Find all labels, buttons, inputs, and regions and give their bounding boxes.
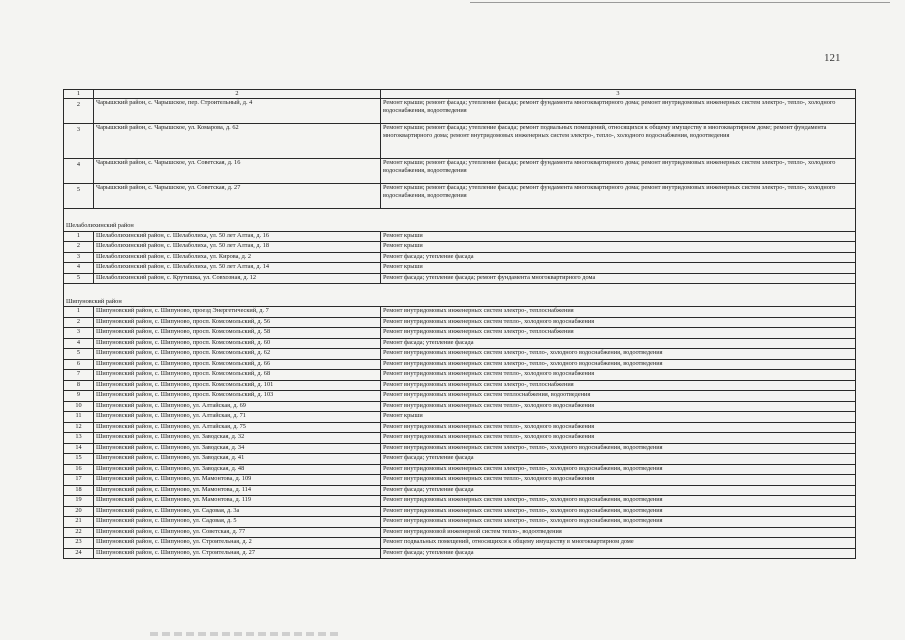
table-row	[64, 391, 856, 402]
row-number: 14	[64, 443, 94, 454]
page-number: 121	[824, 52, 841, 64]
table-row	[64, 273, 856, 284]
row-address: Шипуновский район, с. Шипуново, ул. Строительная, д. 27	[94, 548, 381, 559]
table-row	[64, 475, 856, 486]
row-work: Ремонт крыши	[381, 242, 856, 253]
row-work: Ремонт внутридомовых инженерных систем тепло-, холодного водоснабжения	[381, 422, 856, 433]
row-number: 13	[64, 433, 94, 444]
row-address: Шипуновский район, с. Шипуново, ул. Заводская, д. 32	[94, 433, 381, 444]
row-address: Шелаболихинский район, с. Шелаболиха, ул. 50 лет Алтая, д. 16	[94, 231, 381, 242]
row-number: 7	[64, 370, 94, 381]
table-row	[64, 359, 856, 370]
table-row	[64, 349, 856, 360]
row-address: Чарышский район, с. Чарышское, ул. Советская, д. 27	[94, 183, 381, 208]
scan-artifact	[150, 632, 340, 636]
row-number: 23	[64, 538, 94, 549]
row-number: 4	[64, 338, 94, 349]
row-work: Ремонт внутридомовых инженерных систем электро-, тепло-, холодного водоснабжения, водоотведения	[381, 443, 856, 454]
row-address: Шелаболихинский район, с. Шелаболиха, ул. 50 лет Алтая, д. 18	[94, 242, 381, 253]
table-row	[64, 412, 856, 423]
row-work: Ремонт внутридомовых инженерных систем тепло-, холодного водоснабжения	[381, 370, 856, 381]
row-work: Ремонт внутридомовых инженерных систем тепло-, холодного водоснабжения	[381, 401, 856, 412]
row-address: Шипуновский район, с. Шипуново, проезд Энергетический, д. 7	[94, 307, 381, 318]
row-address: Шипуновский район, с. Шипуново, ул. Мамонтова, д. 114	[94, 485, 381, 496]
row-number: 6	[64, 359, 94, 370]
table-row	[64, 454, 856, 465]
row-number: 2	[64, 317, 94, 328]
row-number: 15	[64, 454, 94, 465]
scan-edge-line	[470, 2, 890, 3]
row-number: 16	[64, 464, 94, 475]
row-work: Ремонт внутридомовых инженерных систем электро-, тепло-, холодного водоснабжения, водоотведения	[381, 464, 856, 475]
table-row	[64, 183, 856, 208]
column-header: 1	[64, 90, 94, 99]
table-row	[64, 517, 856, 528]
table-row	[64, 506, 856, 517]
repair-program-table	[63, 89, 856, 559]
row-work: Ремонт фасада; утепление фасада; ремонт фундамента многоквартирного дома	[381, 273, 856, 284]
row-address: Чарышский район, с. Чарышское, пер. Строительный, д. 4	[94, 98, 381, 123]
section-title: Шелаболихинский район	[64, 219, 856, 232]
row-work: Ремонт подвальных помещений, относящихся к общему имуществу в многоквартирном доме	[381, 538, 856, 549]
row-address: Шипуновский район, с. Шипуново, просп. Комсомольский, д. 66	[94, 359, 381, 370]
row-address: Шипуновский район, с. Шипуново, просп. Комсомольский, д. 56	[94, 317, 381, 328]
row-address: Шелаболихинский район, с. Шелаболиха, ул. 50 лет Алтая, д. 14	[94, 263, 381, 274]
table-row	[64, 443, 856, 454]
row-work: Ремонт крыши; ремонт фасада; утепление фасада; ремонт фундамента многоквартирного дома; ремонт внутридомовых инженерных систем электро-, тепло-, холодного водоснабжения, водоотведения	[381, 183, 856, 208]
row-number: 5	[64, 183, 94, 208]
row-work: Ремонт внутридомовых инженерных систем электро-, тепло-, холодного водоснабжения, водоотведения	[381, 496, 856, 507]
row-address: Шипуновский район, с. Шипуново, просп. Комсомольский, д. 60	[94, 338, 381, 349]
row-address: Шипуновский район, с. Шипуново, ул. Заводская, д. 34	[94, 443, 381, 454]
row-address: Шипуновский район, с. Шипуново, просп. Комсомольский, д. 101	[94, 380, 381, 391]
row-work: Ремонт внутридомовых инженерных систем тепло-, холодного водоснабжения	[381, 475, 856, 486]
row-work: Ремонт внутридомовых инженерных систем электро-, теплоснабжения	[381, 328, 856, 339]
row-address: Шипуновский район, с. Шипуново, ул. Алтайская, д. 75	[94, 422, 381, 433]
row-address: Шелаболихинский район, с. Крутишка, ул. Совхозная, д. 12	[94, 273, 381, 284]
row-address: Шипуновский район, с. Шипуново, ул. Строительная, д. 2	[94, 538, 381, 549]
row-address: Шипуновский район, с. Шипуново, ул. Мамонтова, д. 109	[94, 475, 381, 486]
table-row	[64, 496, 856, 507]
row-work: Ремонт внутридомовых инженерных систем электро-, тепло-, холодного водоснабжения, водоотведения	[381, 517, 856, 528]
row-number: 17	[64, 475, 94, 486]
table-row	[64, 464, 856, 475]
table-row	[64, 380, 856, 391]
table-row	[64, 548, 856, 559]
row-work: Ремонт фасада; утепление фасада	[381, 454, 856, 465]
row-number: 21	[64, 517, 94, 528]
row-address: Шипуновский район, с. Шипуново, ул. Садовая, д. 3а	[94, 506, 381, 517]
row-work: Ремонт крыши	[381, 412, 856, 423]
table-row	[64, 433, 856, 444]
row-address: Шипуновский район, с. Шипуново, ул. Мамонтова, д. 119	[94, 496, 381, 507]
section-header-row	[64, 294, 856, 307]
row-number: 3	[64, 328, 94, 339]
row-address: Шипуновский район, с. Шипуново, просп. Комсомольский, д. 62	[94, 349, 381, 360]
row-work: Ремонт внутридомовых инженерных систем электро-, теплоснабжения	[381, 380, 856, 391]
row-number: 4	[64, 263, 94, 274]
section-spacer	[64, 208, 856, 219]
row-number: 12	[64, 422, 94, 433]
row-number: 3	[64, 252, 94, 263]
row-number: 20	[64, 506, 94, 517]
section-header-row	[64, 219, 856, 232]
row-number: 2	[64, 242, 94, 253]
row-work: Ремонт крыши; ремонт фасада; утепление фасада; ремонт подвальных помещений, относящихся к общему имуществу в многоквартирном доме; ремонт фундамента многоквартирного дома; ремонт внутридомовых инженерных систем электро-, тепло-, холодного водоснабжения, водоотведения	[381, 123, 856, 158]
table-row	[64, 538, 856, 549]
row-number: 8	[64, 380, 94, 391]
table-row	[64, 231, 856, 242]
table-row	[64, 263, 856, 274]
row-address: Шипуновский район, с. Шипуново, просп. Комсомольский, д. 58	[94, 328, 381, 339]
table-row	[64, 123, 856, 158]
row-number: 3	[64, 123, 94, 158]
section-spacer-cell	[64, 284, 856, 295]
row-number: 9	[64, 391, 94, 402]
row-address: Чарышский район, с. Чарышское, ул. Комарова, д. 62	[94, 123, 381, 158]
row-number: 2	[64, 98, 94, 123]
row-work: Ремонт крыши; ремонт фасада; утепление фасада; ремонт фундамента многоквартирного дома; ремонт внутридомовых инженерных систем электро-, тепло-, холодного водоснабжения, водоотведения	[381, 158, 856, 183]
row-address: Шипуновский район, с. Шипуново, ул. Советская, д. 77	[94, 527, 381, 538]
row-number: 18	[64, 485, 94, 496]
row-work: Ремонт внутридомовых инженерных систем электро-, теплоснабжения	[381, 307, 856, 318]
table-row	[64, 98, 856, 123]
row-number: 22	[64, 527, 94, 538]
row-work: Ремонт фасада; утепление фасада	[381, 338, 856, 349]
row-work: Ремонт внутридомовых инженерных систем теплоснабжения, водоотведения	[381, 391, 856, 402]
table-row	[64, 338, 856, 349]
row-number: 19	[64, 496, 94, 507]
table-row	[64, 252, 856, 263]
table-row	[64, 158, 856, 183]
row-number: 10	[64, 401, 94, 412]
row-address: Шипуновский район, с. Шипуново, ул. Заводская, д. 48	[94, 464, 381, 475]
table-row	[64, 422, 856, 433]
table-row	[64, 485, 856, 496]
table-row	[64, 328, 856, 339]
row-address: Чарышский район, с. Чарышское, ул. Советская, д. 16	[94, 158, 381, 183]
table-body	[64, 90, 856, 559]
table-row	[64, 317, 856, 328]
table-row	[64, 307, 856, 318]
row-address: Шипуновский район, с. Шипуново, просп. Комсомольский, д. 68	[94, 370, 381, 381]
column-header: 2	[94, 90, 381, 99]
row-number: 24	[64, 548, 94, 559]
row-work: Ремонт внутридомовых инженерных систем электро-, тепло-, холодного водоснабжения, водоотведения	[381, 349, 856, 360]
table-row	[64, 401, 856, 412]
table-row	[64, 370, 856, 381]
row-work: Ремонт внутридомовых инженерных систем электро-, тепло-, холодного водоснабжения, водоотведения	[381, 359, 856, 370]
row-number: 5	[64, 349, 94, 360]
row-work: Ремонт крыши	[381, 263, 856, 274]
section-spacer	[64, 284, 856, 295]
section-spacer-cell	[64, 208, 856, 219]
row-address: Шелаболихинский район, с. Шелаболиха, ул. Кирова, д. 2	[94, 252, 381, 263]
row-address: Шипуновский район, с. Шипуново, ул. Алтайская, д. 71	[94, 412, 381, 423]
row-work: Ремонт внутридомовой инженерной систем тепло-, водоотведения	[381, 527, 856, 538]
section-title: Шипуновский район	[64, 294, 856, 307]
row-address: Шипуновский район, с. Шипуново, ул. Алтайская, д. 69	[94, 401, 381, 412]
row-number: 1	[64, 231, 94, 242]
column-header: 3	[381, 90, 856, 99]
row-work: Ремонт крыши; ремонт фасада; утепление фасада; ремонт фундамента многоквартирного дома; ремонт внутридомовых инженерных систем электро-, тепло-, холодного водоснабжения, водоотведения	[381, 98, 856, 123]
row-work: Ремонт крыши	[381, 231, 856, 242]
table-row	[64, 242, 856, 253]
row-work: Ремонт внутридомовых инженерных систем тепло-, холодного водоснабжения	[381, 317, 856, 328]
column-header-row	[64, 90, 856, 99]
row-work: Ремонт фасада; утепление фасада	[381, 485, 856, 496]
row-work: Ремонт фасада; утепление фасада	[381, 548, 856, 559]
row-work: Ремонт внутридомовых инженерных систем тепло-, холодного водоснабжения	[381, 433, 856, 444]
row-address: Шипуновский район, с. Шипуново, просп. Комсомольский, д. 103	[94, 391, 381, 402]
row-number: 11	[64, 412, 94, 423]
row-address: Шипуновский район, с. Шипуново, ул. Заводская, д. 41	[94, 454, 381, 465]
row-number: 4	[64, 158, 94, 183]
row-number: 5	[64, 273, 94, 284]
row-number: 1	[64, 307, 94, 318]
table-row	[64, 527, 856, 538]
row-address: Шипуновский район, с. Шипуново, ул. Садовая, д. 5	[94, 517, 381, 528]
row-work: Ремонт фасада; утепление фасада	[381, 252, 856, 263]
row-work: Ремонт внутридомовых инженерных систем электро-, тепло-, холодного водоснабжения, водоотведения	[381, 506, 856, 517]
